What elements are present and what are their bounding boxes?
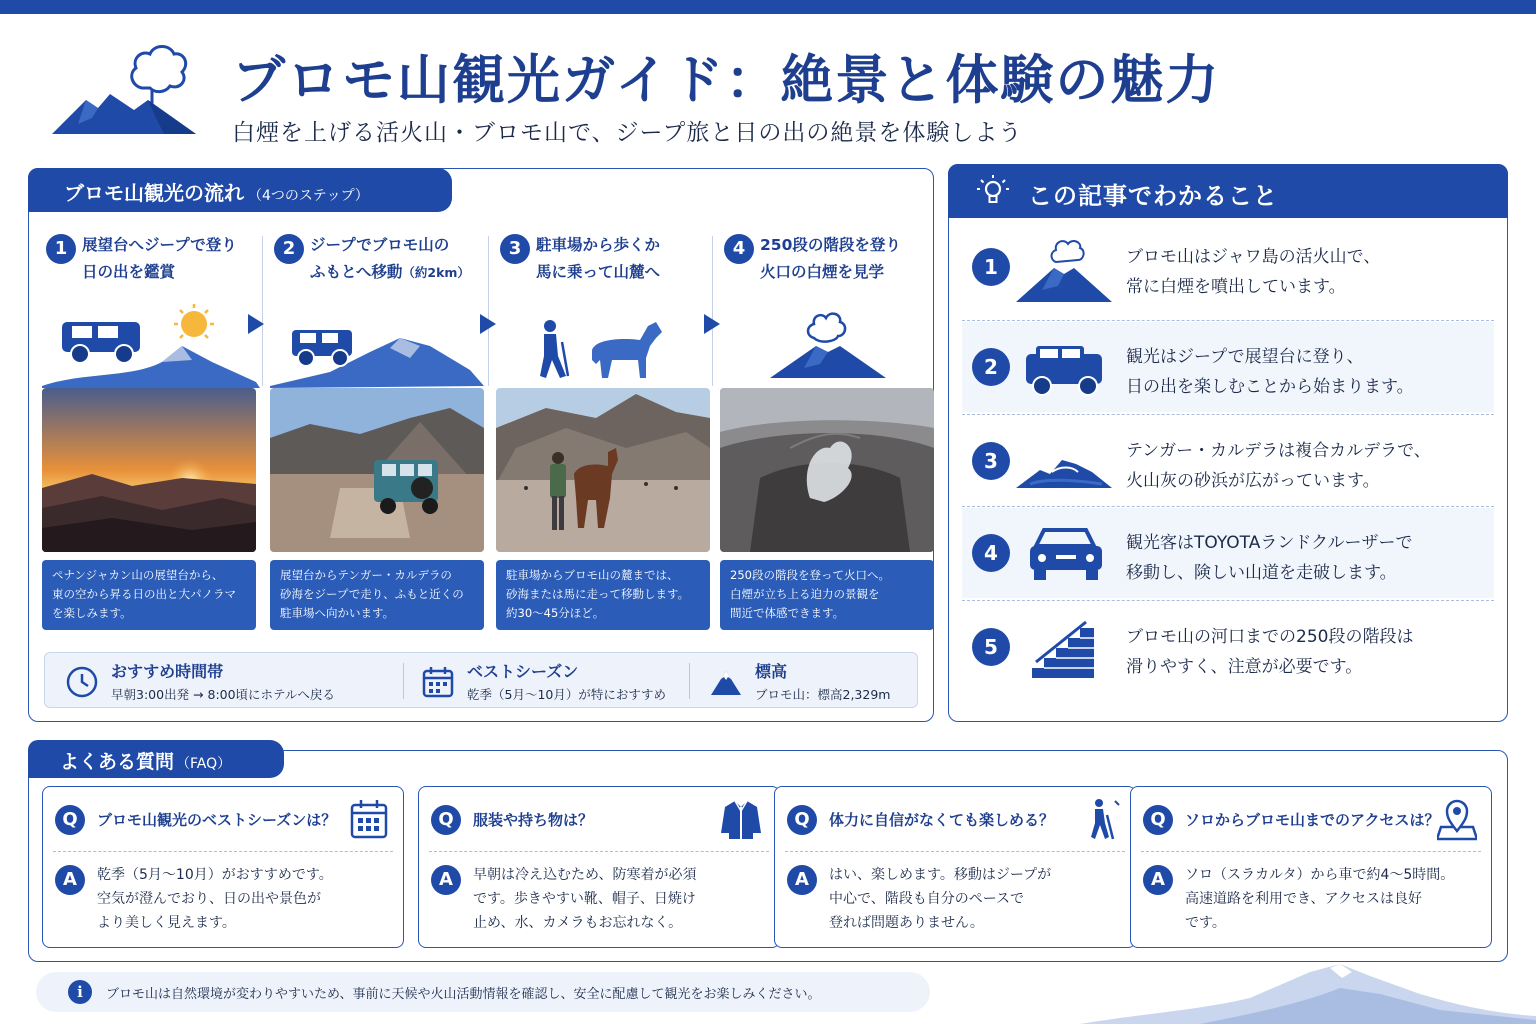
faq-item-2 — [418, 786, 780, 948]
step-description: 250段の階段を登って火口へ。 白煙が立ち上る迫力の景観を 間近で体感できます。 — [720, 560, 934, 630]
learn-item-1 — [962, 222, 1494, 312]
flow-heading-note: （4つのステップ） — [248, 188, 369, 204]
faq-heading — [28, 740, 284, 778]
step-title-note: （約2km） — [402, 265, 470, 280]
flow-heading-text: ブロモ山観光の流れ — [64, 181, 244, 205]
learn-divider — [962, 414, 1494, 415]
info-label: おすすめ時間帯 — [111, 662, 224, 681]
info-value: 早朝3:00出発 → 8:00頃にホテルへ戻る — [111, 687, 335, 702]
faq-answer: ソロ（スラカルタ）から車で約4～5時間。 高速道路を利用でき、アクセスは良好 です。 — [1185, 867, 1455, 931]
faq-item-4 — [1130, 786, 1492, 948]
answer-mark: A — [1143, 865, 1173, 895]
step-title-text: 展望台へジープで登り 日の出を鑑賞 — [82, 236, 237, 281]
jeep-icon — [1016, 332, 1116, 402]
top-accent-bar — [0, 0, 1536, 14]
question-mark: Q — [431, 805, 461, 835]
step-title — [310, 232, 490, 286]
jacket-icon — [715, 797, 767, 841]
learn-text: 観光客はTOYOTAランドクルーザーで 移動し、険しい山道を走破します。 — [1126, 533, 1413, 583]
learn-number: 5 — [972, 628, 1010, 666]
volcano-icon — [720, 302, 938, 388]
flow-step-2 — [270, 228, 488, 632]
faq-answer: 乾季（5月～10月）がおすすめです。 空気が澄んでおり、日の出や景色が より美しく見えます。 — [97, 867, 333, 931]
faq-divider — [1141, 851, 1481, 852]
info-strip — [44, 652, 918, 708]
learn-text: ブロモ山の河口までの250段の階段は 滑りやすく、注意が必要です。 — [1126, 627, 1414, 677]
step-divider — [262, 236, 263, 386]
jeep-mountain-icon — [270, 302, 488, 388]
step-description: ペナンジャカン山の展望台から、 東の空から昇る日の出と大パノラマ を楽しみます。 — [42, 560, 256, 630]
flow-step-3 — [496, 228, 714, 632]
map-pin-icon — [1437, 797, 1477, 841]
faq-answer: 早朝は冷え込むため、防寒着が必須 です。歩きやすい靴、帽子、日焼け 止め、水、カメラもお忘れなく。 — [473, 867, 697, 931]
info-label: ベストシーズン — [467, 662, 579, 681]
step-arrow-icon — [704, 314, 720, 334]
faq-answer: はい、楽しめます。移動はジープが 中心で、階段も自分のペースで 登れば問題ありません。 — [829, 867, 1052, 931]
volcano-logo-icon — [48, 34, 200, 140]
lightbulb-icon — [976, 174, 1010, 208]
step-description: 駐車場からブロモ山の麓までは、 砂海または馬に走って移動します。 約30～45分ほど。 — [496, 560, 710, 630]
learn-number: 4 — [972, 534, 1010, 572]
hiker-icon — [1081, 797, 1121, 841]
question-mark: Q — [55, 805, 85, 835]
page-subtitle: 白煙を上げる活火山・ブロモ山で、ジープ旅と日の出の絶景を体験しよう — [232, 120, 1023, 146]
learn-text: テンガー・カルデラは複合カルデラで、 火山灰の砂浜が広がっています。 — [1126, 441, 1431, 491]
answer-mark: A — [431, 865, 461, 895]
flow-heading — [28, 168, 452, 212]
step-number: 2 — [274, 234, 304, 264]
learn-heading — [948, 164, 1508, 218]
step-title-text: 駐車場から歩くか 馬に乗って山麓へ — [536, 236, 661, 281]
info-icon: i — [68, 980, 92, 1004]
footer-notice — [36, 972, 930, 1012]
info-separator — [403, 663, 404, 699]
step-title — [760, 232, 940, 286]
faq-heading-note: （FAQ） — [176, 756, 232, 772]
faq-question: ソロからブロモ山までのアクセスは？ — [1185, 811, 1440, 829]
step-number: 4 — [724, 234, 754, 264]
caldera-icon — [1016, 426, 1116, 496]
jeep-sunrise-icon — [42, 302, 260, 388]
faq-divider — [53, 851, 393, 852]
step-number: 1 — [46, 234, 76, 264]
info-label: 標高 — [755, 662, 788, 681]
info-value: ブロモ山：標高2,329m — [755, 687, 891, 702]
calendar-icon — [421, 665, 455, 699]
faq-question: 服装や持ち物は？ — [473, 811, 594, 829]
faq-divider — [785, 851, 1125, 852]
calendar-icon — [349, 797, 389, 841]
car-icon — [1016, 518, 1116, 588]
crater-photo — [720, 388, 934, 552]
step-title-text: 250段の階段を登り 火口の白煙を見学 — [760, 236, 901, 281]
step-arrow-icon — [480, 314, 496, 334]
faq-item-1 — [42, 786, 404, 948]
step-title — [82, 232, 262, 286]
hiker-horse-icon — [496, 302, 714, 388]
step-divider — [488, 236, 489, 386]
jeep-photo — [270, 388, 484, 552]
info-separator — [689, 663, 690, 699]
answer-mark: A — [787, 865, 817, 895]
horse-photo — [496, 388, 710, 552]
learn-divider — [962, 320, 1494, 321]
flow-step-4 — [720, 228, 938, 632]
learn-item-3 — [962, 416, 1494, 506]
learn-item-5 — [962, 602, 1494, 692]
learn-text: ブロモ山はジャワ島の活火山で、 常に白煙を噴出しています。 — [1126, 247, 1381, 297]
footer-text: ブロモ山は自然環境が変わりやすいため、事前に天候や火山活動情報を確認し、安全に配慮して観光をお楽しみください。 — [106, 987, 821, 1002]
question-mark: Q — [1143, 805, 1173, 835]
step-title-text: ジープでブロモ山の ふもとへ移動 — [310, 236, 450, 281]
faq-heading-text: よくある質問 — [60, 751, 175, 773]
volcano-icon — [1016, 232, 1116, 302]
step-arrow-icon — [248, 314, 264, 334]
step-description: 展望台からテンガー・カルデラの 砂海をジープで走り、ふもと近くの 駐車場へ向かいます。 — [270, 560, 484, 630]
learn-divider — [962, 600, 1494, 601]
learn-heading-text: この記事でわかること — [1028, 182, 1278, 210]
step-divider — [712, 236, 713, 386]
learn-number: 3 — [972, 442, 1010, 480]
info-value: 乾季（5月～10月）が特におすすめ — [467, 687, 666, 702]
step-title — [536, 232, 716, 286]
mountain-icon — [709, 665, 743, 699]
flow-step-1 — [42, 228, 260, 632]
faq-question: ブロモ山観光のベストシーズンは？ — [97, 811, 337, 829]
faq-question: 体力に自信がなくても楽しめる？ — [829, 811, 1055, 829]
step-number: 3 — [500, 234, 530, 264]
page-title: ブロモ山観光ガイド：絶景と体験の魅力 — [232, 50, 1221, 111]
learn-divider — [962, 506, 1494, 507]
clock-icon — [65, 665, 99, 699]
learn-number: 1 — [972, 248, 1010, 286]
sunrise-photo — [42, 388, 256, 552]
stairs-icon — [1016, 612, 1116, 682]
faq-item-3 — [774, 786, 1136, 948]
learn-item-2 — [962, 322, 1494, 412]
learn-text: 観光はジープで展望台に登り、 日の出を楽しむことから始まります。 — [1126, 347, 1414, 397]
faq-divider — [429, 851, 769, 852]
answer-mark: A — [55, 865, 85, 895]
learn-number: 2 — [972, 348, 1010, 386]
mountain-silhouette-icon — [1080, 954, 1536, 1024]
question-mark: Q — [787, 805, 817, 835]
learn-item-4 — [962, 508, 1494, 598]
